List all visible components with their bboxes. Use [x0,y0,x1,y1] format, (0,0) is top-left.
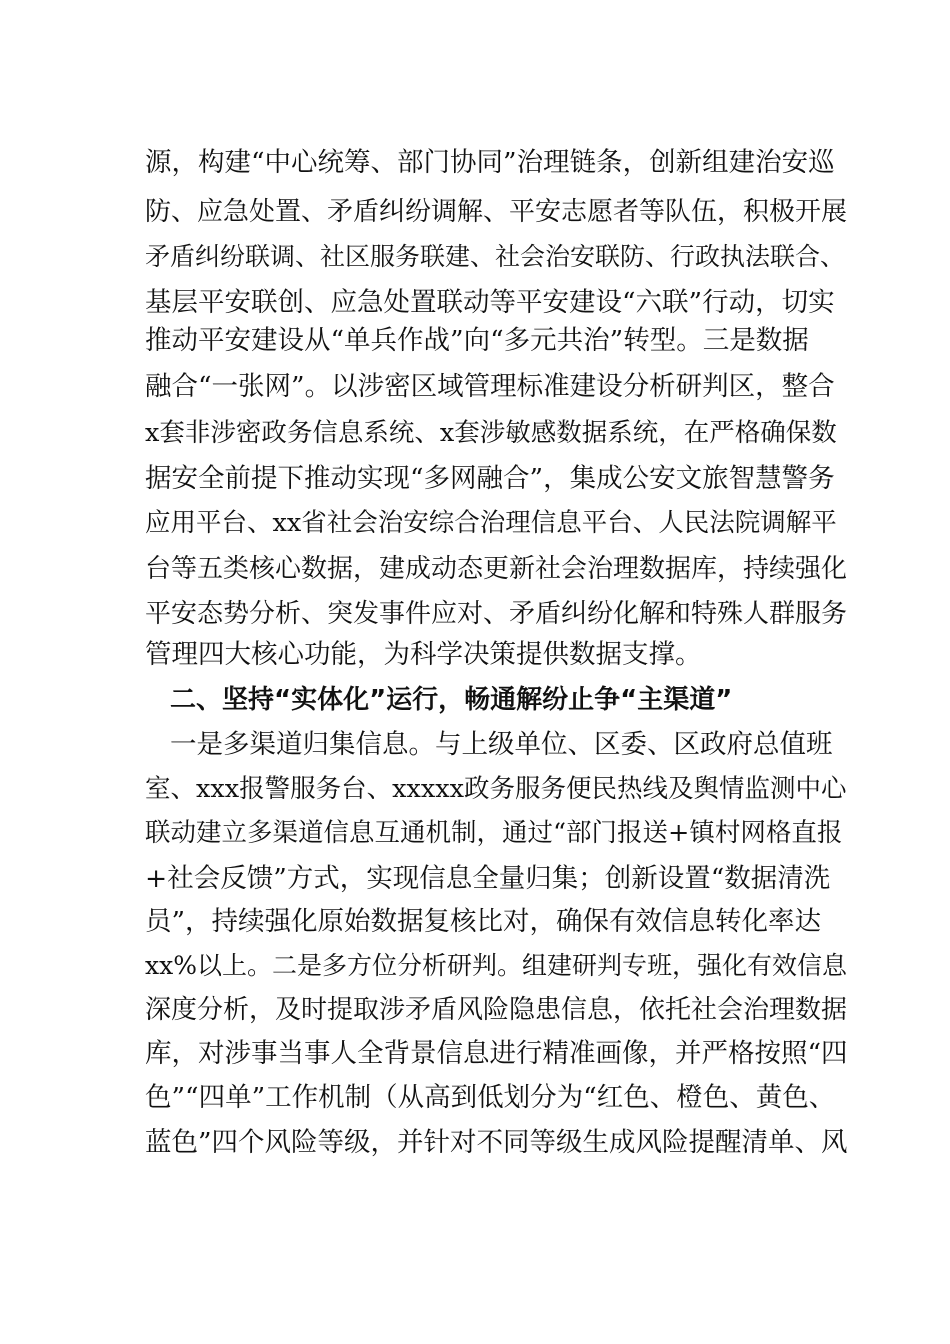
body-text-line: xx%以上。二是多方位分析研判。组建研判专班，强化有效信息 [145,951,847,980]
section-heading: 二、坚持“实体化”运行，畅通解纷止争“主渠道” [170,685,733,715]
body-text-line: 库，对涉事当事人全背景信息进行精准画像，并严格按照“四 [145,1038,848,1069]
body-text-line: 台等五类核心数据，建成动态更新社会治理数据库，持续强化 [145,554,848,584]
body-text-line: 平安态势分析、突发事件应对、矛盾纠纷化解和特殊人群服务 [145,599,848,629]
body-text-line: 融合“一张网”。以涉密区域管理标准建设分析研判区，整合 [145,371,835,402]
body-text-line: +社会反馈”方式，实现信息全量归集；创新设置“数据清洗 [145,863,831,894]
body-text-line: 源，构建“中心统筹、部门协同”治理链条，创新组建治安巡 [145,147,835,178]
body-text-line: 色”“四单”工作机制（从高到低划分为“红色、橙色、黄色、 [145,1082,836,1113]
body-text-line: 矛盾纠纷联调、社区服务联建、社会治安联防、行政执法联合、 [145,242,846,271]
body-text-line: 室、xxx报警服务台、xxxxx政务服务便民热线及舆情监测中心 [145,774,847,804]
body-text-line: 应用平台、xx省社会治安综合治理信息平台、人民法院调解平 [145,508,837,538]
body-text-line: 基层平安联创、应急处置联动等平安建设“六联”行动，切实 [145,287,835,318]
body-text-line: 蓝色”四个风险等级，并针对不同等级生成风险提醒清单、风 [145,1127,848,1158]
body-text-line: 推动平安建设从“单兵作战”向“多元共治”转型。三是数据 [145,325,809,356]
body-text-line: x套非涉密政务信息系统、x套涉敏感数据系统，在严格确保数 [145,418,837,448]
body-text-line: 员”，持续强化原始数据复核比对，确保有效信息转化率达 [145,906,822,937]
body-text-line: 深度分析，及时提取涉矛盾风险隐患信息，依托社会治理数据 [145,995,848,1025]
body-text-line: 管理四大核心功能，为科学决策提供数据支撑。 [145,639,702,670]
paragraph-first-line: 一是多渠道归集信息。与上级单位、区委、区政府总值班 [170,729,833,760]
body-text-line: 防、应急处置、矛盾纠纷调解、平安志愿者等队伍，积极开展 [145,197,848,227]
body-text-line: 据安全前提下推动实现“多网融合”，集成公安文旅智慧警务 [145,463,835,494]
body-text-line: 联动建立多渠道信息互通机制，通过“部门报送+镇村网格直报 [145,818,843,848]
